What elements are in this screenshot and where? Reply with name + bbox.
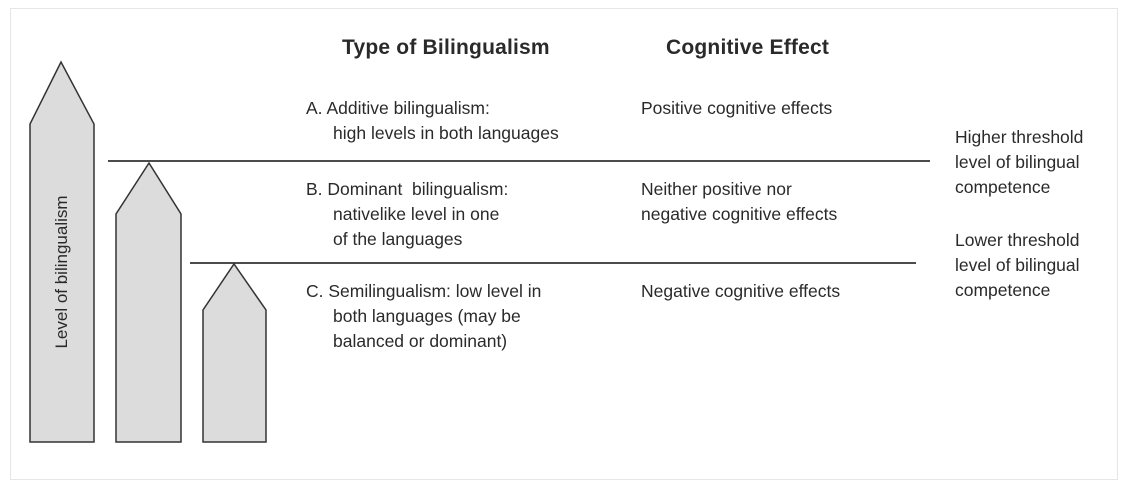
item-c-line-3: balanced or dominant) <box>333 331 508 351</box>
higher-threshold-line-3: competence <box>955 177 1051 197</box>
higher-threshold-line-1: Higher threshold <box>955 127 1084 147</box>
arrow-medium <box>116 163 181 442</box>
effect-b-line-1: Neither positive nor <box>641 179 792 199</box>
effect-c-line-1: Negative cognitive effects <box>641 281 841 301</box>
effect-a <box>641 96 832 121</box>
item-b-line-2: nativelike level in one <box>333 204 500 224</box>
item-b-line-3: of the languages <box>333 229 463 249</box>
arrow-low <box>203 264 266 442</box>
lower-threshold-line-1: Lower threshold <box>955 230 1080 250</box>
item-c <box>306 279 541 354</box>
item-a-line-2: high levels in both languages <box>333 123 559 143</box>
effect-b-line-2: negative cognitive effects <box>641 204 838 224</box>
item-a <box>306 96 559 146</box>
axis-label: Level of bilingualism <box>52 195 71 349</box>
header-effect: Cognitive Effect <box>666 36 830 59</box>
lower-threshold-label <box>955 228 1080 303</box>
item-c-line-2: both languages (may be <box>333 306 521 326</box>
lower-threshold-line-2: level of bilingual <box>955 255 1080 275</box>
lower-threshold-line-3: competence <box>955 280 1051 300</box>
item-b <box>306 177 508 252</box>
effect-b <box>641 177 837 227</box>
higher-threshold-line-2: level of bilingual <box>955 152 1080 172</box>
effect-c <box>641 279 840 304</box>
item-a-line-1: A. Additive bilingualism: <box>306 98 490 118</box>
item-b-line-1: B. Dominant bilingualism: <box>306 179 509 199</box>
item-c-line-1: C. Semilingualism: low level in <box>306 281 542 301</box>
effect-a-line-1: Positive cognitive effects <box>641 98 833 118</box>
header-type: Type of Bilingualism <box>342 36 550 59</box>
higher-threshold-label <box>955 125 1083 200</box>
